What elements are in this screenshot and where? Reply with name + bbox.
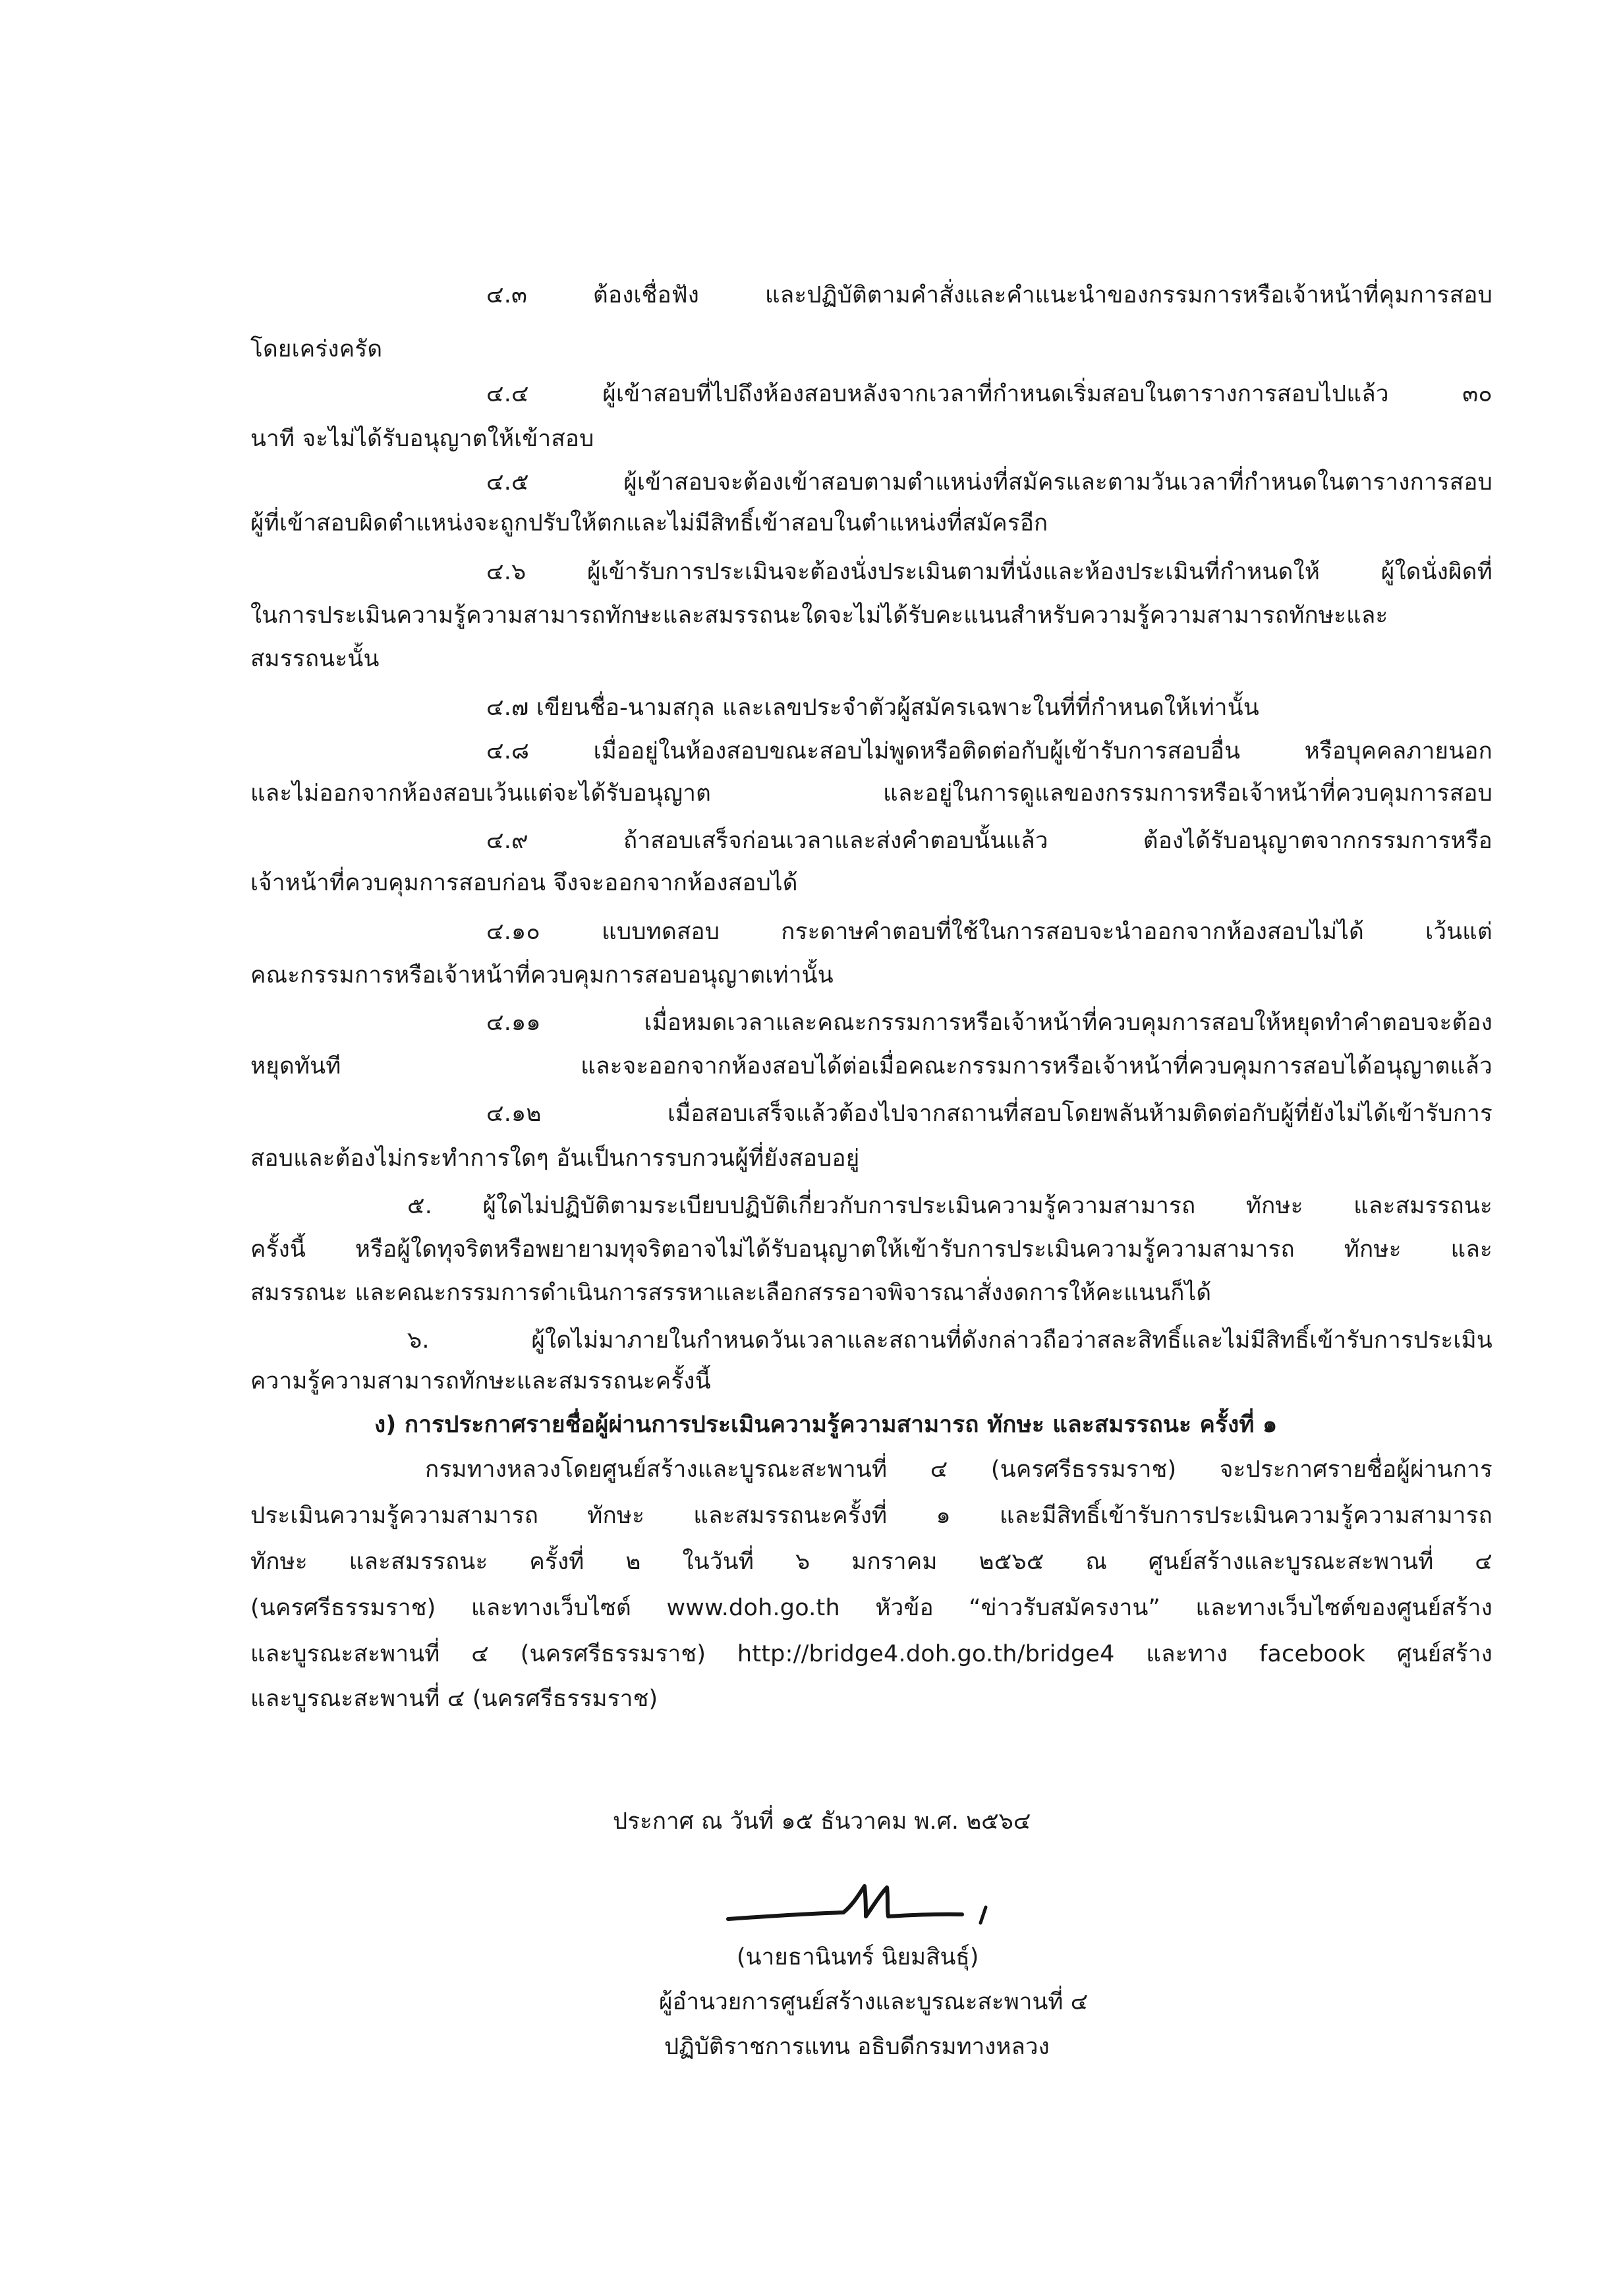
rule-4-12-line-1: ๔.๑๒ เมื่อสอบเสร็จแล้วต้องไปจากสถานที่สอบโดยพลันห้ามติดต่อกับผู้ที่ยังไม่ได้เข้ารับการ	[486, 1101, 1492, 1127]
signer-name: (นายธานินทร์ นิยมสินธุ์)	[737, 1944, 979, 1970]
rule-4-8-line-1: ๔.๘ เมื่ออยู่ในห้องสอบขณะสอบไม่พูดหรือติดต่อกับผู้เข้ารับการสอบอื่น หรือบุคคลภายนอก	[486, 738, 1492, 764]
acting-for: ปฏิบัติราชการแทน อธิบดีกรมทางหลวง	[664, 2034, 1050, 2060]
rule-5-line-2: ครั้งนี้ หรือผู้ใดทุจริตหรือพยายามทุจริตอาจไม่ได้รับอนุญาตให้เข้ารับการประเมินความรู้ความสามารถ ทักษะ และ	[250, 1236, 1492, 1263]
rule-4-3-line-2: โดยเคร่งครัด	[250, 336, 383, 362]
rule-4-11-line-2: หยุดทันที และจะออกจากห้องสอบได้ต่อเมื่อคณะกรรมการหรือเจ้าหน้าที่ควบคุมการสอบได้อนุญาตแล้ว	[250, 1053, 1492, 1079]
rule-6-line-1: ๖. ผู้ใดไม่มาภายในกำหนดวันเวลาและสถานที่ดังกล่าวถือว่าสละสิทธิ์และไม่มีสิทธิ์เข้ารับการประเมิน	[407, 1327, 1492, 1354]
announcement-line-2: ประเมินความรู้ความสามารถ ทักษะ และสมรรถนะครั้งที่ ๑ และมีสิทธิ์เข้ารับการประเมินความรู้ความสามารถ	[250, 1503, 1492, 1529]
announcement-date: ประกาศ ณ วันที่ ๑๕ ธันวาคม พ.ศ. ๒๕๖๔	[613, 1808, 1031, 1835]
rule-4-6-line-3: สมรรถนะนั้น	[250, 646, 380, 672]
announcement-line-1: กรมทางหลวงโดยศูนย์สร้างและบูรณะสะพานที่ ๔ (นครศรีธรรมราช) จะประกาศรายชื่อผู้ผ่านการ	[425, 1456, 1492, 1483]
rule-4-8-line-2: และไม่ออกจากห้องสอบเว้นแต่จะได้รับอนุญาต และอยู่ในการดูแลของกรรมการหรือเจ้าหน้าที่ควบคุมการสอบ	[250, 780, 1492, 807]
rule-4-5-line-2: ผู้ที่เข้าสอบผิดตำแหน่งจะถูกปรับให้ตกและไม่มีสิทธิ์เข้าสอบในตำแหน่งที่สมัครอีก	[250, 510, 1048, 536]
rule-4-9-line-1: ๔.๙ ถ้าสอบเสร็จก่อนเวลาและส่งคำตอบนั้นแล้ว ต้องได้รับอนุญาตจากกรรมการหรือ	[486, 828, 1492, 854]
rule-4-4-line-1: ๔.๔ ผู้เข้าสอบที่ไปถึงห้องสอบหลังจากเวลาที่กำหนดเริ่มสอบในตารางการสอบไปแล้ว ๓๐	[486, 381, 1492, 407]
announcement-line-3: ทักษะ และสมรรถนะ ครั้งที่ ๒ ในวันที่ ๖ มกราคม ๒๕๖๕ ณ ศูนย์สร้างและบูรณะสะพานที่ ๔	[250, 1549, 1492, 1575]
rule-4-6-line-1: ๔.๖ ผู้เข้ารับการประเมินจะต้องนั่งประเมินตามที่นั่งและห้องประเมินที่กำหนดให้ ผู้ใดนั่งผิดที่	[486, 559, 1492, 585]
rule-4-6-line-2: ในการประเมินความรู้ความสามารถทักษะและสมรรถนะใดจะไม่ได้รับคะแนนสำหรับความรู้ความสามารถทักษะและ	[250, 602, 1388, 629]
rule-4-12-line-2: สอบและต้องไม่กระทำการใดๆ อันเป็นการรบกวนผู้ที่ยังสอบอยู่	[250, 1145, 860, 1172]
rule-4-7-line-1: ๔.๗ เขียนชื่อ-นามสกุล และเลขประจำตัวผู้สมัครเฉพาะในที่ที่กำหนดให้เท่านั้น	[486, 695, 1259, 721]
announcement-line-5: และบูรณะสะพานที่ ๔ (นครศรีธรรมราช) http://bridge4.doh.go.th/bridge4 และทาง facebook ศูนย์สร้าง	[250, 1641, 1492, 1667]
announcement-line-6: และบูรณะสะพานที่ ๔ (นครศรีธรรมราช)	[250, 1686, 658, 1712]
rule-5-line-3: สมรรถนะ และคณะกรรมการดำเนินการสรรหาและเลือกสรรอาจพิจารณาสั่งงดการให้คะแนนก็ได้	[250, 1280, 1212, 1306]
rule-4-9-line-2: เจ้าหน้าที่ควบคุมการสอบก่อน จึงจะออกจากห้องสอบได้	[250, 870, 798, 896]
rule-6-line-2: ความรู้ความสามารถทักษะและสมรรถนะครั้งนี้	[250, 1368, 711, 1394]
rule-4-10-line-1: ๔.๑๐ แบบทดสอบ กระดาษคำตอบที่ใช้ในการสอบจะนำออกจากห้องสอบไม่ได้ เว้นแต่	[486, 919, 1492, 945]
rule-4-10-line-2: คณะกรรมการหรือเจ้าหน้าที่ควบคุมการสอบอนุญาตเท่านั้น	[250, 962, 834, 989]
rule-4-4-line-2: นาที จะไม่ได้รับอนุญาตให้เข้าสอบ	[250, 426, 594, 452]
rule-4-5-line-1: ๔.๕ ผู้เข้าสอบจะต้องเข้าสอบตามตำแหน่งที่สมัครและตามวันเวลาที่กำหนดในตารางการสอบ	[486, 469, 1492, 496]
section-heading-announcement: ง) การประกาศรายชื่อผู้ผ่านการประเมินความรู้ความสามารถ ทักษะ และสมรรถนะ ครั้งที่ ๑	[374, 1412, 1278, 1438]
rule-4-11-line-1: ๔.๑๑ เมื่อหมดเวลาและคณะกรรมการหรือเจ้าหน้าที่ควบคุมการสอบให้หยุดทำคำตอบจะต้อง	[486, 1010, 1492, 1036]
signer-title: ผู้อำนวยการศูนย์สร้างและบูรณะสะพานที่ ๔	[659, 1989, 1089, 2015]
rule-4-3-line-1: ๔.๓ ต้องเชื่อฟัง และปฏิบัติตามคำสั่งและคำแนะนำของกรรมการหรือเจ้าหน้าที่คุมการสอบ	[486, 282, 1492, 308]
rule-5-line-1: ๕. ผู้ใดไม่ปฏิบัติตามระเบียบปฏิบัติเกี่ยวกับการประเมินความรู้ความสามารถ ทักษะ และสมรรถนะ	[407, 1193, 1492, 1219]
signature-mark	[725, 1878, 1002, 1951]
announcement-line-4: (นครศรีธรรมราช) และทางเว็บไซต์ www.doh.go.th หัวข้อ “ข่าวรับสมัครงาน” และทางเว็บไซต์ของศูนย์สร้าง	[250, 1595, 1492, 1621]
